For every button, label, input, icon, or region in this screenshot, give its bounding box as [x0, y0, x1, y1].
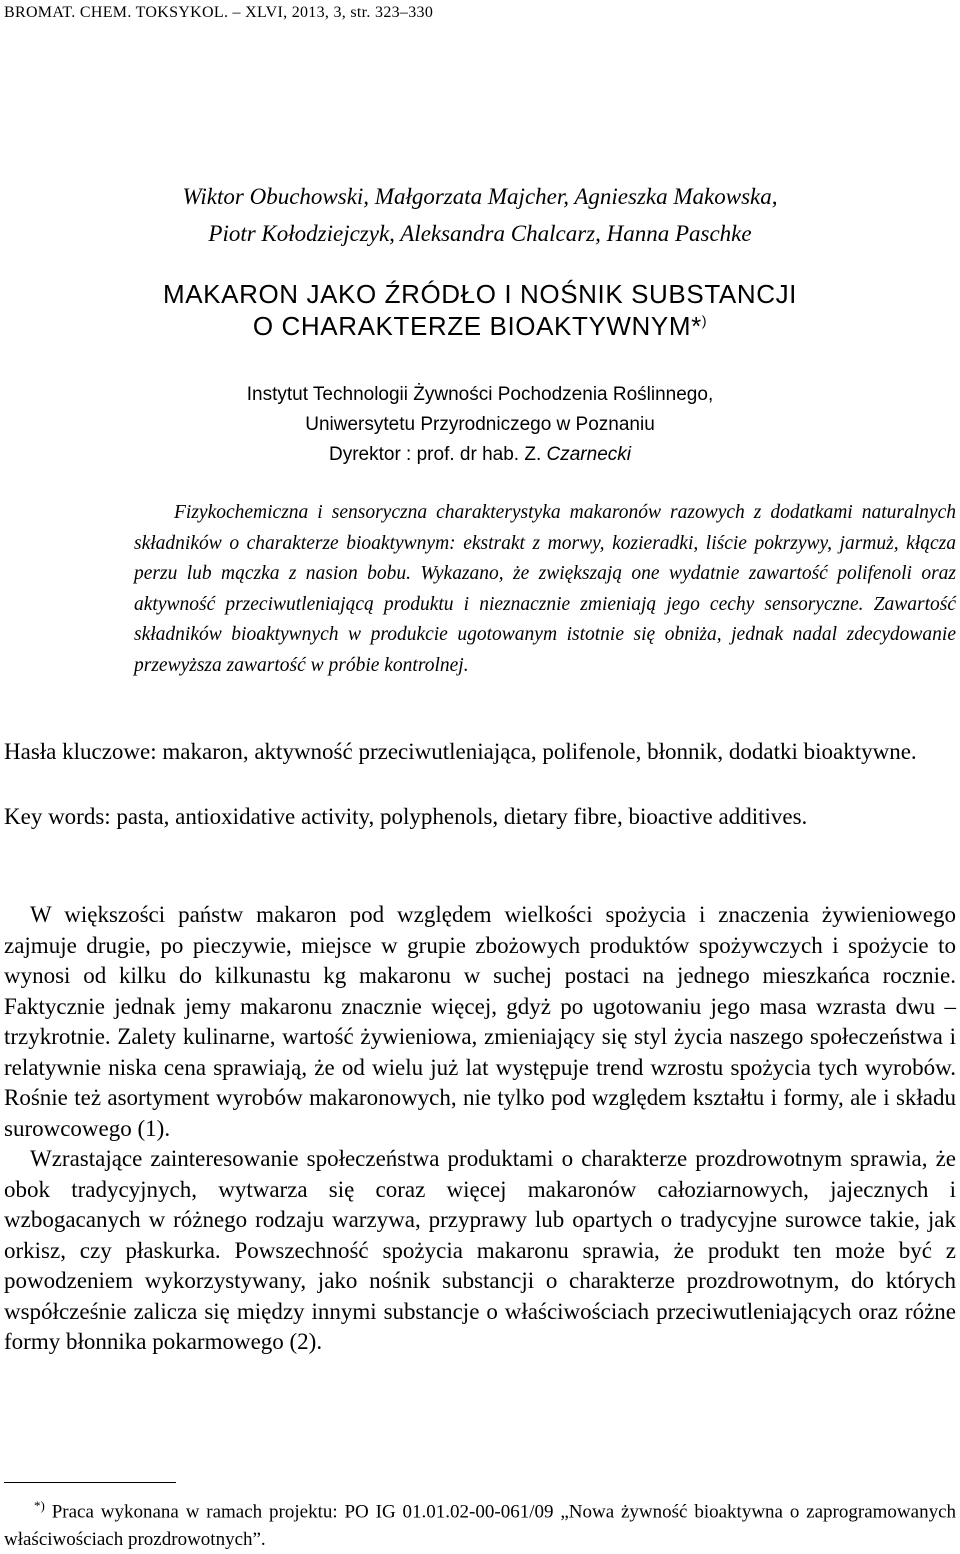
- title-footnote-mark: ): [701, 312, 708, 329]
- article-title: [0, 278, 960, 342]
- footnote-rule: [4, 1482, 176, 1483]
- title-line-2: [0, 310, 960, 342]
- title-line-2-text: O CHARAKTERZE BIOAKTYWNYM*: [252, 311, 702, 341]
- keywords-english: Key words: pasta, antioxidative activity, polyphenols, dietary fibre, bioactive additives.: [4, 804, 808, 829]
- director-name: Czarnecki: [546, 444, 631, 465]
- footnote: [4, 1492, 956, 1554]
- authors: [0, 178, 960, 252]
- body-paragraph-1: W większości państw makaron pod względem wielkości spożycia i znaczenia żywieniowego zajmuje drugie, po pieczywie, miejsce w grupie zbożowych produktów spożywczych i spożycie to wynosi od kilku do kilkunastu kg makaronu w suchej postaci na jednego mieszkańca rocznie. Faktycznie jednak jemy makaronu znacznie więcej, gdyż po ugotowaniu jego masa wzrasta dwu – trzykrotnie. Zalety kulinarne, wartość żywieniowa, zmieniający się styl życia naszego społeczeństwa i relatywnie niska cena sprawiają, że od wielu już lat występuje trend wzrostu spożycia tych wyrobów. Rośnie też asortyment wyrobów makaronowych, nie tylko pod względem kształtu i formy, ale i składu surowcowego (1).: [4, 902, 956, 1141]
- footnote-mark: *): [34, 1498, 45, 1513]
- title-line-1: MAKARON JAKO ŹRÓDŁO I NOŚNIK SUBSTANCJI: [162, 279, 797, 309]
- authors-line-2: Piotr Kołodziejczyk, Aleksandra Chalcarz, Hanna Paschke: [208, 221, 752, 246]
- abstract: Fizykochemiczna i sensoryczna charakterystyka makaronów razowych z dodatkami naturalnych składników o charakterze bioaktywnym: ekstrakt z morwy, kozieradki, liście pokrzywy, jarmuż, kłącza perzu lub mączka z nasion bobu. Wykazano, że zwiększają one wydatnie zawartość polifenoli oraz aktywność przeciwutleniającą produktu i nieznacznie zmieniają jego cechy sensoryczne. Zawartość składników bioaktywnych w produkcie ugotowanym istotnie się obniża, jednak nadal zdecydowanie przewyższa zawartość w próbie kontrolnej.: [134, 502, 956, 676]
- director-label: Dyrektor : prof. dr hab. Z.: [328, 444, 542, 465]
- affiliation-institute: Instytut Technologii Żywności Pochodzenia Roślinnego,: [246, 384, 714, 405]
- footnote-text: Praca wykonana w ramach projektu: PO IG 01.01.02-00-061/09 „Nowa żywność bioaktywna o zaprogramowanych właściwościach prozdrowotnych”.: [4, 1501, 957, 1551]
- keywords-polish: Hasła kluczowe: makaron, aktywność przeciwutleniająca, polifenole, błonnik, dodatki bioaktywne.: [4, 739, 917, 764]
- affiliation: [0, 380, 960, 470]
- authors-line-1: Wiktor Obuchowski, Małgorzata Majcher, Agnieszka Makowska,: [182, 184, 778, 209]
- journal-header: BROMAT. CHEM. TOKSYKOL. – XLVI, 2013, 3, str. 323–330: [4, 4, 434, 21]
- affiliation-university: Uniwersytetu Przyrodniczego w Poznaniu: [305, 414, 655, 435]
- affiliation-director: [0, 440, 960, 470]
- body-text: [4, 900, 956, 1358]
- body-paragraph-2: Wzrastające zainteresowanie społeczeństwa produktami o charakterze prozdrowotnym sprawia, że obok tradycyjnych, wytwarza się coraz więcej makaronów całoziarnowych, jajecznych i wzbogacanych w różnego rodzaju warzywa, przyprawy lub opartych o tradycyjne surowce takie, jak orkisz, czy płaskurka. Powszechność spożycia makaronu sprawia, że produkt ten może być z powodzeniem wykorzystywany, jako nośnik substancji o charakterze prozdrowotnym, do których współcześnie zalicza się między innymi substancje o właściwościach przeciwutleniających oraz różne formy błonnika pokarmowego (2).: [4, 1146, 956, 1354]
